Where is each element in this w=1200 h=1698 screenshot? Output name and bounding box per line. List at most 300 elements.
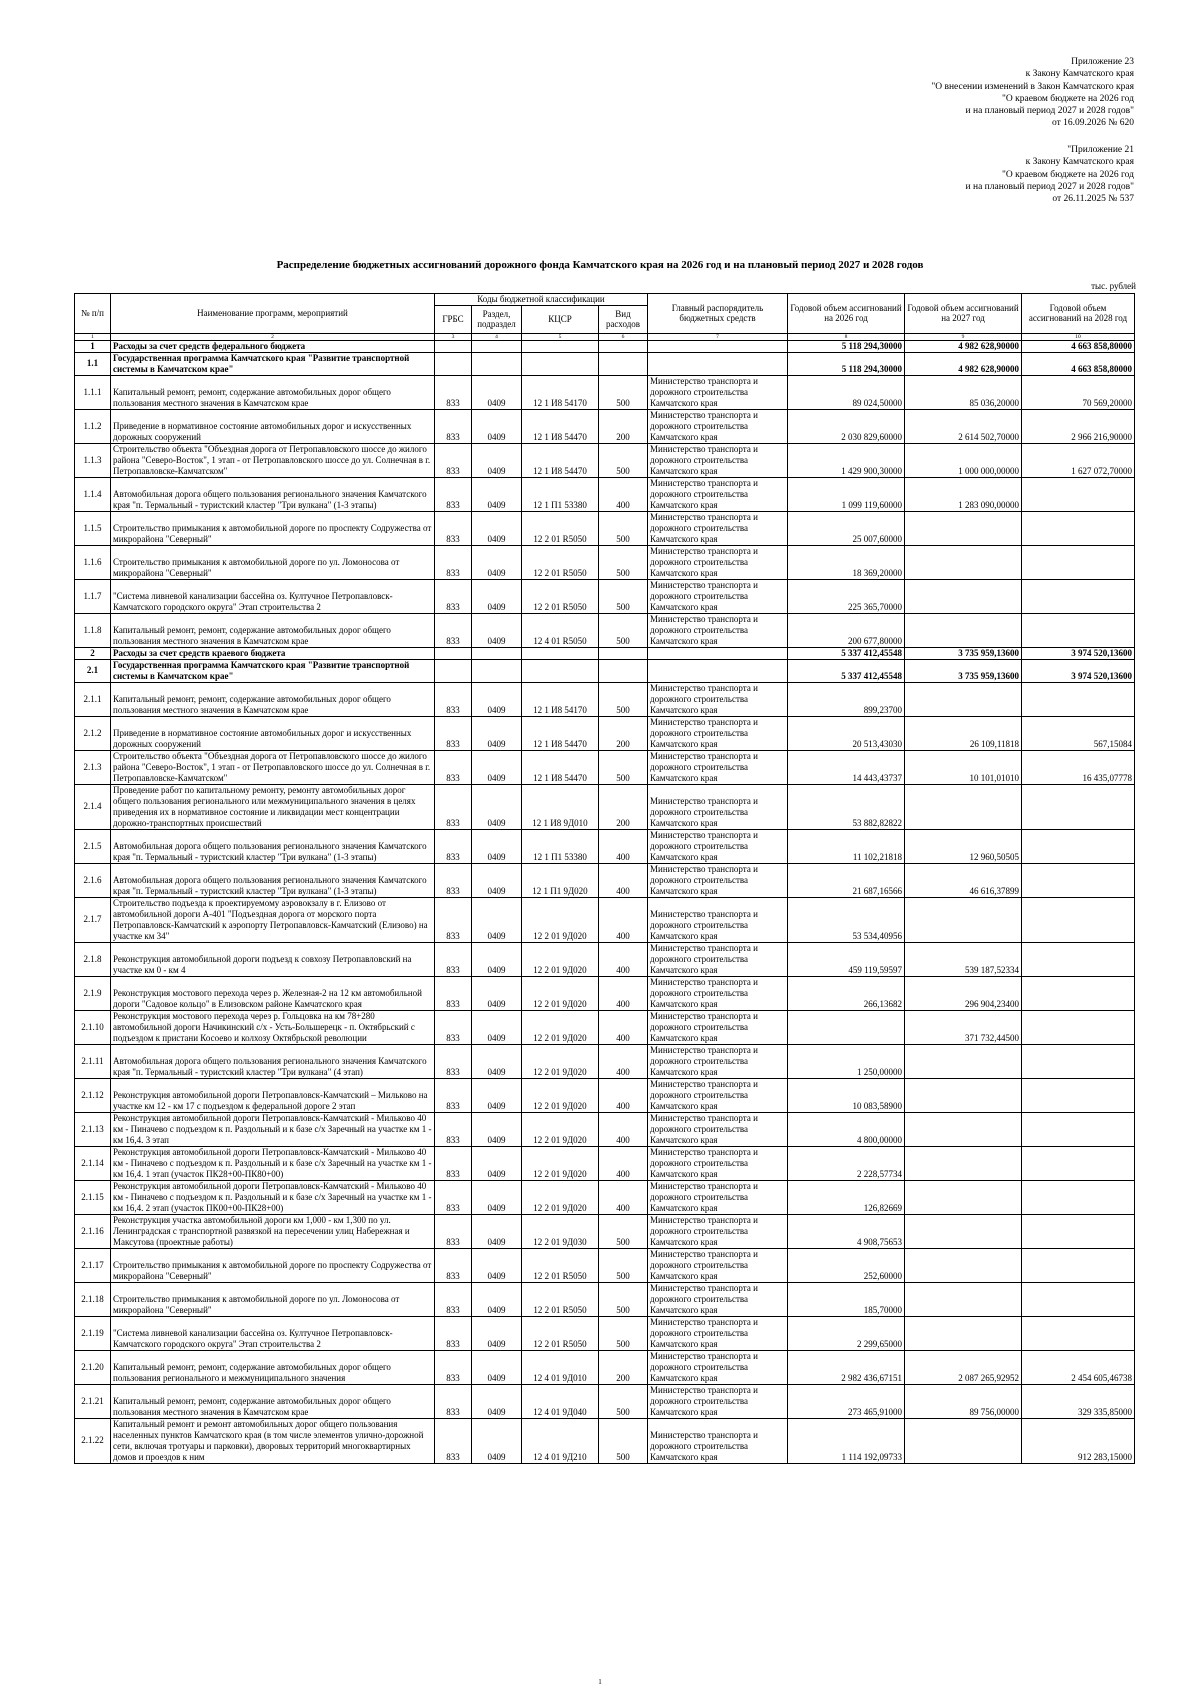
razdel-cell: 0409 [472, 1282, 522, 1316]
amount-2028 [1022, 511, 1135, 545]
amount-2027: 89 756,00000 [905, 1384, 1022, 1418]
row-name: Капитальный ремонт, ремонт, содержание автомобильных дорог общего пользования местного значения в Камчатском крае [111, 682, 435, 716]
row-name: "Система ливневой канализации бассейна оз. Култучное Петропавловск-Камчатского городского округа" Этап строительства 2 [111, 1316, 435, 1350]
amount-2028 [1022, 829, 1135, 863]
kcsr-cell: 12 1 П1 9Д020 [522, 863, 599, 897]
kcsr-cell [522, 647, 599, 659]
amount-2027 [905, 1146, 1022, 1180]
manager-cell [648, 340, 788, 352]
row-number: 1.1.1 [75, 375, 111, 409]
amount-2026: 185,70000 [788, 1282, 905, 1316]
row-name: Реконструкция автомобильной дороги Петропавловск-Камчатский - Мильково 40 км - Пиначево с подъездом к п. Раздольный и к базе с/х Заречный на участке км 1 - км 16,4. 1 этап (участок ПК28+00-ПК80+00) [111, 1146, 435, 1180]
column-number: 9 [905, 333, 1022, 340]
amount-2028 [1022, 545, 1135, 579]
vid-cell: 400 [599, 976, 648, 1010]
amount-2028 [1022, 477, 1135, 511]
razdel-cell: 0409 [472, 1214, 522, 1248]
amount-2026: 5 118 294,30000 [788, 352, 905, 375]
amount-2027: 4 982 628,90000 [905, 352, 1022, 375]
row-name: Автомобильная дорога общего пользования регионального значения Камчатского края "п. Термальный - туристский кластер "Три вулкана" (1-3 этапы) [111, 863, 435, 897]
amount-2026: 4 800,00000 [788, 1112, 905, 1146]
amount-2026: 21 687,16566 [788, 863, 905, 897]
amount-2027 [905, 545, 1022, 579]
vid-cell: 400 [599, 1010, 648, 1044]
kcsr-cell: 12 1 И8 54170 [522, 375, 599, 409]
row-name: Расходы за счет средств краевого бюджета [111, 647, 435, 659]
kcsr-cell: 12 1 И8 54470 [522, 409, 599, 443]
vid-cell [599, 647, 648, 659]
vid-cell: 200 [599, 716, 648, 750]
razdel-cell: 0409 [472, 1044, 522, 1078]
amount-2026: 1 114 192,09733 [788, 1418, 905, 1463]
kcsr-cell: 12 2 01 9Д020 [522, 1044, 599, 1078]
amount-2027 [905, 1214, 1022, 1248]
row-number: 2.1.22 [75, 1418, 111, 1463]
row-number: 2.1.8 [75, 942, 111, 976]
appendix-line: от 16.09.2026 № 620 [1052, 118, 1134, 129]
amount-2028 [1022, 1010, 1135, 1044]
row-number: 2.1 [75, 659, 111, 682]
column-number: 3 [435, 333, 472, 340]
grbs-cell: 833 [435, 1418, 472, 1463]
row-number: 2.1.17 [75, 1248, 111, 1282]
appendix-line: и на плановый период 2027 и 2028 годов" [965, 106, 1134, 117]
amount-2026: 2 299,65000 [788, 1316, 905, 1350]
row-name: Приведение в нормативное состояние автомобильных дорог и искусственных дорожных сооружений [111, 409, 435, 443]
row-number: 2.1.1 [75, 682, 111, 716]
table-row [75, 897, 1135, 942]
grbs-cell: 833 [435, 545, 472, 579]
razdel-cell: 0409 [472, 1146, 522, 1180]
table-row [75, 1146, 1135, 1180]
amount-2027: 26 109,11818 [905, 716, 1022, 750]
grbs-cell: 833 [435, 1214, 472, 1248]
column-number: 5 [522, 333, 599, 340]
row-number: 2.1.12 [75, 1078, 111, 1112]
row-number: 2.1.4 [75, 784, 111, 829]
kcsr-cell: 12 2 01 9Д020 [522, 1078, 599, 1112]
kcsr-cell: 12 2 01 9Д020 [522, 942, 599, 976]
table-row [75, 1010, 1135, 1044]
row-number: 1.1.7 [75, 579, 111, 613]
manager-cell: Министерство транспорта и дорожного строительства Камчатского края [648, 1044, 788, 1078]
amount-2027: 10 101,01010 [905, 750, 1022, 784]
row-number: 2.1.5 [75, 829, 111, 863]
kcsr-cell: 12 2 01 R5050 [522, 579, 599, 613]
manager-cell: Министерство транспорта и дорожного строительства Камчатского края [648, 1112, 788, 1146]
razdel-cell: 0409 [472, 1316, 522, 1350]
row-name: Строительство примыкания к автомобильной дороге по ул. Ломоносова от микрорайона "Северный" [111, 545, 435, 579]
vid-cell: 500 [599, 1214, 648, 1248]
row-number: 2.1.18 [75, 1282, 111, 1316]
amount-2028 [1022, 1078, 1135, 1112]
table-row [75, 1180, 1135, 1214]
amount-2028 [1022, 1112, 1135, 1146]
table-row [75, 1350, 1135, 1384]
vid-cell: 500 [599, 613, 648, 647]
header-2027: Годовой объем ассигнований на 2027 год [905, 294, 1022, 334]
amount-2028: 1 627 072,70000 [1022, 443, 1135, 477]
amount-2027 [905, 1282, 1022, 1316]
amount-2026: 5 337 412,45548 [788, 647, 905, 659]
table-row [75, 976, 1135, 1010]
kcsr-cell: 12 2 01 R5050 [522, 1248, 599, 1282]
amount-2027 [905, 511, 1022, 545]
amount-2026: 1 099 119,60000 [788, 477, 905, 511]
grbs-cell [435, 659, 472, 682]
amount-2026: 11 102,21818 [788, 829, 905, 863]
amount-2027: 2 087 265,92952 [905, 1350, 1022, 1384]
razdel-cell: 0409 [472, 511, 522, 545]
grbs-cell: 833 [435, 784, 472, 829]
amount-2027: 2 614 502,70000 [905, 409, 1022, 443]
amount-2026: 459 119,59597 [788, 942, 905, 976]
table-row [75, 375, 1135, 409]
amount-2027: 371 732,44500 [905, 1010, 1022, 1044]
appendix-line: от 26.11.2025 № 537 [1052, 194, 1134, 205]
manager-cell: Министерство транспорта и дорожного строительства Камчатского края [648, 443, 788, 477]
amount-2028: 16 435,07778 [1022, 750, 1135, 784]
grbs-cell: 833 [435, 477, 472, 511]
amount-2027: 46 616,37899 [905, 863, 1022, 897]
vid-cell [599, 352, 648, 375]
razdel-cell [472, 647, 522, 659]
table-row [75, 829, 1135, 863]
manager-cell: Министерство транспорта и дорожного строительства Камчатского края [648, 545, 788, 579]
grbs-cell: 833 [435, 1384, 472, 1418]
vid-cell: 500 [599, 1282, 648, 1316]
amount-2026: 200 677,80000 [788, 613, 905, 647]
row-name: Проведение работ по капитальному ремонту, ремонту автомобильных дорог общего пользования регионального или межмуниципального значения в целях приведения их в нормативное состояние и ликвидации мест концентрации дорожно-транспортных происшествий [111, 784, 435, 829]
kcsr-cell: 12 1 П1 53380 [522, 477, 599, 511]
grbs-cell: 833 [435, 863, 472, 897]
amount-2027 [905, 1248, 1022, 1282]
row-name: Капитальный ремонт, ремонт, содержание автомобильных дорог общего пользования местного значения в Камчатском крае [111, 375, 435, 409]
table-row [75, 750, 1135, 784]
manager-cell: Министерство транспорта и дорожного строительства Камчатского края [648, 942, 788, 976]
table-row [75, 647, 1135, 659]
row-name: Реконструкция мостового перехода через р. Гольцовка на км 78+280 автомобильной дороги Начикинский с/х - Усть-Большерецк - п. Октябрьский с подъездом к пристани Косоево и колхозу Октябрьской революции [111, 1010, 435, 1044]
grbs-cell: 833 [435, 897, 472, 942]
grbs-cell [435, 352, 472, 375]
razdel-cell: 0409 [472, 1248, 522, 1282]
appendix-line: "Приложение 21 [1067, 145, 1134, 155]
row-name: Расходы за счет средств федерального бюджета [111, 340, 435, 352]
manager-cell: Министерство транспорта и дорожного строительства Камчатского края [648, 613, 788, 647]
amount-2026: 2 228,57734 [788, 1146, 905, 1180]
table-row [75, 613, 1135, 647]
appendix-line: к Закону Камчатского края [1025, 69, 1134, 80]
grbs-cell: 833 [435, 1112, 472, 1146]
vid-cell: 500 [599, 682, 648, 716]
row-name: Строительство примыкания к автомобильной дороге по проспекту Содружества от микрорайона "Северный" [111, 511, 435, 545]
amount-2027: 85 036,20000 [905, 375, 1022, 409]
row-name: Государственная программа Камчатского края "Развитие транспортной системы в Камчатском крае" [111, 352, 435, 375]
kcsr-cell: 12 1 П1 53380 [522, 829, 599, 863]
kcsr-cell: 12 4 01 R5050 [522, 613, 599, 647]
row-number: 2 [75, 647, 111, 659]
razdel-cell: 0409 [472, 613, 522, 647]
amount-2028 [1022, 976, 1135, 1010]
unit-label: тыс. рублей [1091, 281, 1136, 291]
amount-2028 [1022, 1180, 1135, 1214]
vid-cell: 400 [599, 1078, 648, 1112]
amount-2026: 53 882,82822 [788, 784, 905, 829]
table-row [75, 1418, 1135, 1463]
amount-2027 [905, 784, 1022, 829]
row-number: 2.1.6 [75, 863, 111, 897]
amount-2026: 2 030 829,60000 [788, 409, 905, 443]
table-row [75, 863, 1135, 897]
grbs-cell: 833 [435, 1180, 472, 1214]
razdel-cell [472, 340, 522, 352]
manager-cell: Министерство транспорта и дорожного строительства Камчатского края [648, 1146, 788, 1180]
row-number: 2.1.9 [75, 976, 111, 1010]
row-number: 1.1.8 [75, 613, 111, 647]
amount-2027: 4 982 628,90000 [905, 340, 1022, 352]
kcsr-cell [522, 659, 599, 682]
table-row [75, 942, 1135, 976]
amount-2028 [1022, 942, 1135, 976]
razdel-cell: 0409 [472, 1112, 522, 1146]
amount-2028: 4 663 858,80000 [1022, 352, 1135, 375]
razdel-cell [472, 352, 522, 375]
grbs-cell: 833 [435, 682, 472, 716]
grbs-cell: 833 [435, 1350, 472, 1384]
manager-cell [648, 647, 788, 659]
row-number: 2.1.11 [75, 1044, 111, 1078]
amount-2028 [1022, 1214, 1135, 1248]
manager-cell: Министерство транспорта и дорожного строительства Камчатского края [648, 1180, 788, 1214]
amount-2027 [905, 1044, 1022, 1078]
table-body [75, 340, 1135, 1463]
grbs-cell: 833 [435, 829, 472, 863]
row-number: 2.1.13 [75, 1112, 111, 1146]
kcsr-cell: 12 4 01 9Д040 [522, 1384, 599, 1418]
manager-cell: Министерство транспорта и дорожного строительства Камчатского края [648, 579, 788, 613]
amount-2027: 3 735 959,13600 [905, 659, 1022, 682]
row-number: 2.1.15 [75, 1180, 111, 1214]
appendix-note-new [931, 56, 1134, 130]
grbs-cell: 833 [435, 750, 472, 784]
table-row [75, 340, 1135, 352]
amount-2028 [1022, 1248, 1135, 1282]
amount-2028: 329 335,85000 [1022, 1384, 1135, 1418]
grbs-cell: 833 [435, 1078, 472, 1112]
manager-cell: Министерство транспорта и дорожного строительства Камчатского края [648, 897, 788, 942]
table-row [75, 545, 1135, 579]
amount-2027: 12 960,50505 [905, 829, 1022, 863]
vid-cell: 500 [599, 750, 648, 784]
row-name: Реконструкция автомобильной дороги Петропавловск-Камчатский - Мильково 40 км - Пиначево с подъездом к п. Раздольный и к базе с/х Заречный на участке км 1 - км 16,4. 2 этап (участок ПК00+00-ПК28+00) [111, 1180, 435, 1214]
razdel-cell: 0409 [472, 375, 522, 409]
row-name: Автомобильная дорога общего пользования регионального значения Камчатского края "п. Термальный - туристский кластер "Три вулкана" (1-3 этапы) [111, 477, 435, 511]
row-number: 2.1.3 [75, 750, 111, 784]
amount-2028 [1022, 784, 1135, 829]
kcsr-cell [522, 352, 599, 375]
vid-cell: 500 [599, 1248, 648, 1282]
manager-cell: Министерство транспорта и дорожного строительства Камчатского края [648, 863, 788, 897]
amount-2028 [1022, 1316, 1135, 1350]
vid-cell: 400 [599, 897, 648, 942]
amount-2027 [905, 1316, 1022, 1350]
row-name: Капитальный ремонт и ремонт автомобильных дорог общего пользования населенных пунктов Камчатского края (в том числе элементов улично-дорожной сети, включая тротуары и парковки), дворовых территорий многоквартирных домов и проездов к ним [111, 1418, 435, 1463]
table-row [75, 352, 1135, 375]
table-row [75, 477, 1135, 511]
table-row [75, 1248, 1135, 1282]
kcsr-cell [522, 340, 599, 352]
appendix-line: к Закону Камчатского края [1025, 157, 1134, 168]
row-number: 2.1.2 [75, 716, 111, 750]
vid-cell: 400 [599, 1044, 648, 1078]
header-manager: Главный распорядитель бюджетных средств [648, 294, 788, 334]
vid-cell: 200 [599, 784, 648, 829]
amount-2028: 2 454 605,46738 [1022, 1350, 1135, 1384]
column-number: 6 [599, 333, 648, 340]
grbs-cell: 833 [435, 375, 472, 409]
amount-2027: 1 000 000,00000 [905, 443, 1022, 477]
kcsr-cell: 12 2 01 9Д020 [522, 1112, 599, 1146]
vid-cell: 500 [599, 545, 648, 579]
document-title: Распределение бюджетных ассигнований дорожного фонда Камчатского края на 2026 год и на плановый период 2027 и 2028 годов [276, 259, 924, 271]
header-num: № п/п [75, 294, 111, 334]
grbs-cell: 833 [435, 1316, 472, 1350]
manager-cell: Министерство транспорта и дорожного строительства Камчатского края [648, 1350, 788, 1384]
amount-2027 [905, 579, 1022, 613]
razdel-cell: 0409 [472, 829, 522, 863]
razdel-cell: 0409 [472, 477, 522, 511]
amount-2026: 5 118 294,30000 [788, 340, 905, 352]
amount-2027 [905, 613, 1022, 647]
table-row [75, 1384, 1135, 1418]
kcsr-cell: 12 2 01 9Д020 [522, 1180, 599, 1214]
amount-2026: 53 534,40956 [788, 897, 905, 942]
kcsr-cell: 12 1 И8 54470 [522, 716, 599, 750]
razdel-cell: 0409 [472, 443, 522, 477]
vid-cell: 500 [599, 1418, 648, 1463]
amount-2026: 2 982 436,67151 [788, 1350, 905, 1384]
razdel-cell: 0409 [472, 579, 522, 613]
razdel-cell: 0409 [472, 863, 522, 897]
amount-2026: 899,23700 [788, 682, 905, 716]
razdel-cell: 0409 [472, 1384, 522, 1418]
amount-2027: 296 904,23400 [905, 976, 1022, 1010]
kcsr-cell: 12 1 И8 54470 [522, 443, 599, 477]
kcsr-cell: 12 4 01 9Д210 [522, 1418, 599, 1463]
amount-2027: 3 735 959,13600 [905, 647, 1022, 659]
vid-cell: 400 [599, 829, 648, 863]
amount-2026: 10 083,58900 [788, 1078, 905, 1112]
grbs-cell: 833 [435, 511, 472, 545]
vid-cell: 400 [599, 477, 648, 511]
manager-cell: Министерство транспорта и дорожного строительства Камчатского края [648, 1316, 788, 1350]
amount-2026: 1 429 900,30000 [788, 443, 905, 477]
grbs-cell: 833 [435, 1010, 472, 1044]
row-number: 1.1.4 [75, 477, 111, 511]
row-name: Капитальный ремонт, ремонт, содержание автомобильных дорог общего пользования местного значения в Камчатском крае [111, 613, 435, 647]
row-number: 1.1.3 [75, 443, 111, 477]
amount-2028 [1022, 897, 1135, 942]
row-name: Реконструкция мостового перехода через р. Железная-2 на 12 км автомобильной дороги "Садовое кольцо" в Елизовском районе Камчатского края [111, 976, 435, 1010]
grbs-cell [435, 647, 472, 659]
table-row [75, 784, 1135, 829]
amount-2026: 252,60000 [788, 1248, 905, 1282]
grbs-cell: 833 [435, 409, 472, 443]
manager-cell [648, 352, 788, 375]
header-2026: Годовой объем ассигнований на 2026 год [788, 294, 905, 334]
kcsr-cell: 12 2 01 9Д020 [522, 976, 599, 1010]
manager-cell: Министерство транспорта и дорожного строительства Камчатского края [648, 511, 788, 545]
row-number: 2.1.16 [75, 1214, 111, 1248]
row-number: 1 [75, 340, 111, 352]
table-row [75, 1214, 1135, 1248]
razdel-cell: 0409 [472, 750, 522, 784]
amount-2028: 912 283,15000 [1022, 1418, 1135, 1463]
vid-cell: 500 [599, 511, 648, 545]
table-row [75, 579, 1135, 613]
kcsr-cell: 12 2 01 9Д020 [522, 1146, 599, 1180]
manager-cell: Министерство транспорта и дорожного строительства Камчатского края [648, 682, 788, 716]
row-number: 1.1.5 [75, 511, 111, 545]
razdel-cell: 0409 [472, 784, 522, 829]
header-kcsr: КЦСР [522, 305, 599, 333]
table-row [75, 1112, 1135, 1146]
table-row [75, 1316, 1135, 1350]
razdel-cell: 0409 [472, 1418, 522, 1463]
amount-2028 [1022, 863, 1135, 897]
row-number: 2.1.7 [75, 897, 111, 942]
page-number: 1 [598, 1678, 602, 1686]
row-number: 2.1.20 [75, 1350, 111, 1384]
kcsr-cell: 12 2 01 R5050 [522, 1316, 599, 1350]
table-row [75, 443, 1135, 477]
vid-cell: 400 [599, 1180, 648, 1214]
column-number: 7 [648, 333, 788, 340]
table-row [75, 1044, 1135, 1078]
row-name: Капитальный ремонт, ремонт, содержание автомобильных дорог общего пользования регионального и межмуниципального значения [111, 1350, 435, 1384]
razdel-cell: 0409 [472, 1350, 522, 1384]
appendix-line: "О краевом бюджете на 2026 год [1002, 93, 1134, 104]
appendix-note-old [966, 144, 1134, 205]
kcsr-cell: 12 2 01 R5050 [522, 511, 599, 545]
razdel-cell [472, 659, 522, 682]
grbs-cell: 833 [435, 942, 472, 976]
amount-2028 [1022, 579, 1135, 613]
razdel-cell: 0409 [472, 545, 522, 579]
header-razdel: Раздел, подраздел [472, 305, 522, 333]
row-name: Строительство подъезда к проектируемому аэровокзалу в г. Елизово от автомобильной дороги А-401 "Подъездная дорога от морского порта Петропавловск-Камчатский к аэропорту Петропавловск-Камчатский (Елизово) на участке км 34" [111, 897, 435, 942]
amount-2028 [1022, 613, 1135, 647]
amount-2028: 567,15084 [1022, 716, 1135, 750]
manager-cell: Министерство транспорта и дорожного строительства Камчатского края [648, 1418, 788, 1463]
manager-cell: Министерство транспорта и дорожного строительства Камчатского края [648, 1282, 788, 1316]
razdel-cell: 0409 [472, 1010, 522, 1044]
razdel-cell: 0409 [472, 1078, 522, 1112]
table-header [75, 294, 1135, 341]
amount-2026: 1 250,00000 [788, 1044, 905, 1078]
amount-2026: 126,82669 [788, 1180, 905, 1214]
table-row [75, 682, 1135, 716]
column-number: 4 [472, 333, 522, 340]
row-name: "Система ливневой канализации бассейна оз. Култучное Петропавловск-Камчатского городского округа" Этап строительства 2 [111, 579, 435, 613]
razdel-cell: 0409 [472, 682, 522, 716]
table-row [75, 1078, 1135, 1112]
appendix-line: "О внесении изменений в Закон Камчатского края [931, 81, 1134, 92]
amount-2028: 2 966 216,90000 [1022, 409, 1135, 443]
manager-cell: Министерство транспорта и дорожного строительства Камчатского края [648, 784, 788, 829]
header-grbs: ГРБС [435, 305, 472, 333]
row-name: Строительство объекта "Объездная дорога от Петропавловского шоссе до жилого района "Северо-Восток", 1 этап - от Петропавловского шоссе до ул. Солнечная в г. Петропавловске-Камчатском" [111, 443, 435, 477]
